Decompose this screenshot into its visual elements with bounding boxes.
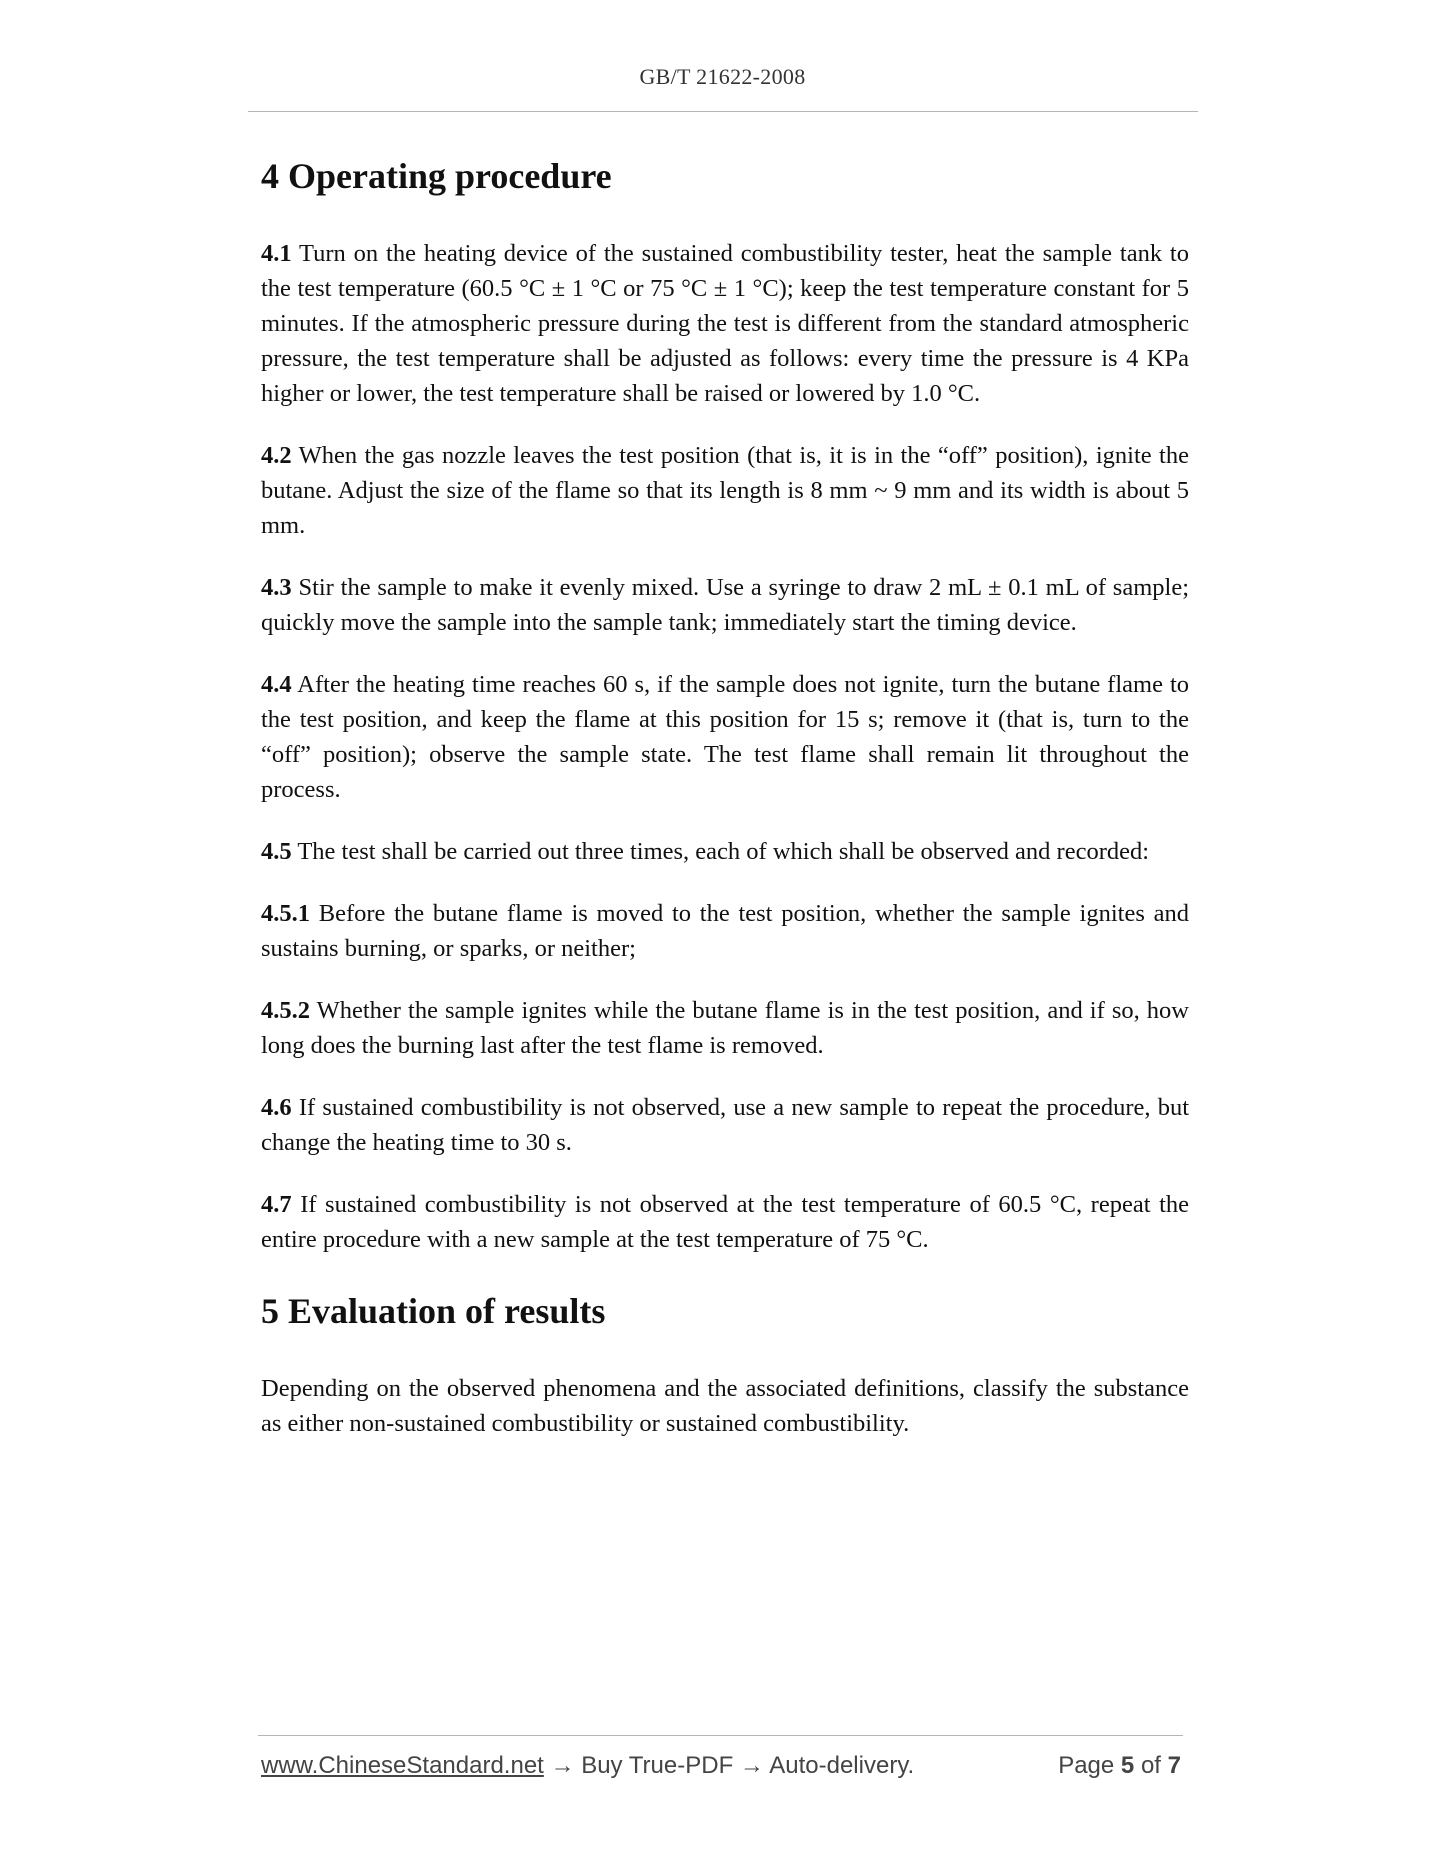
clause-4-5 — [261, 834, 1189, 869]
clause-text: The test shall be carried out three times, each of which shall be observed and recorded: — [297, 838, 1150, 865]
clause-text: After the heating time reaches 60 s, if the sample does not ignite, turn the butane flame to the test position, and keep the flame at this position for 15 s; remove it (that is, turn to the “off” position); observe the sample state. The test flame shall remain lit throughout the process. — [261, 671, 1190, 803]
clause-number: 4.4 — [261, 671, 292, 698]
page-number — [1058, 1752, 1181, 1780]
clause-text: Whether the sample ignites while the butane flame is in the test position, and if so, how long does the burning last after the test flame is removed. — [261, 997, 1189, 1059]
clause-4-5-1 — [261, 896, 1189, 966]
clause-number: 4.2 — [261, 442, 292, 469]
clause-number: 4.5.2 — [261, 997, 310, 1024]
header-divider — [248, 111, 1198, 112]
clause-number: 4.7 — [261, 1191, 292, 1218]
evaluation-paragraph: Depending on the observed phenomena and the associated definitions, classify the substance as either non-sustained combustibility or sustained combustibility. — [261, 1375, 1189, 1437]
clause-4-1 — [261, 236, 1189, 411]
clause-number: 4.5 — [261, 838, 292, 865]
clause-4-7 — [261, 1187, 1189, 1257]
clause-text: If sustained combustibility is not observed at the test temperature of 60.5 °C, repeat the entire procedure with a new sample at the test temperature of 75 °C. — [261, 1191, 1189, 1253]
clause-4-5-2 — [261, 993, 1189, 1063]
current-page: 5 — [1120, 1752, 1135, 1779]
clause-text: Before the butane flame is moved to the test position, whether the sample ignites and sustains burning, or sparks, or neither; — [261, 900, 1190, 962]
clause-number: 4.5.1 — [261, 900, 310, 927]
arrow-right-icon: → — [550, 1752, 575, 1779]
section-heading-5: 5 Evaluation of results — [261, 1291, 606, 1331]
clause-number: 4.3 — [261, 574, 292, 601]
clause-text: If sustained combustibility is not observed, use a new sample to repeat the procedure, but change the heating time to 30 s. — [261, 1094, 1190, 1156]
arrow-right-icon: → — [739, 1752, 764, 1779]
clause-text: When the gas nozzle leaves the test position (that is, it is in the “off” position), ignite the butane. Adjust the size of the flame so that its length is 8 mm ~ 9 mm and its width is about 5 mm. — [261, 442, 1189, 539]
document-code: GB/T 21622-2008 — [639, 64, 806, 89]
footer-promo — [261, 1752, 914, 1780]
clause-text: Turn on the heating device of the sustained combustibility tester, heat the sample tank to the test temperature (60.5 °C ± 1 °C or 75 °C ± 1 °C); keep the test temperature constant for 5 minutes. If the atmospheric pressure during the test is different from the standard atmospheric pressure, the test temperature shall be adjusted as follows: every time the pressure is 4 KPa higher or lower, the test temperature shall be raised or lowered by 1.0 °C. — [261, 240, 1189, 407]
section-heading-4: 4 Operating procedure — [261, 156, 612, 196]
clause-number: 4.6 — [261, 1094, 292, 1121]
buy-true-pdf-text: Buy True-PDF — [581, 1752, 734, 1779]
page-label: Page — [1058, 1752, 1115, 1779]
clause-text: Stir the sample to make it evenly mixed. Use a syringe to draw 2 mL ± 0.1 mL of sample; quickly move the sample into the sample tank; immediately start the timing device. — [261, 574, 1190, 636]
total-pages: 7 — [1167, 1752, 1181, 1779]
footer-divider — [258, 1735, 1183, 1736]
clause-4-4 — [261, 667, 1189, 807]
page-footer — [261, 1752, 1181, 1786]
page-content — [261, 150, 1189, 1468]
clause-4-3 — [261, 570, 1189, 640]
of-label: of — [1140, 1752, 1161, 1779]
clause-4-2 — [261, 438, 1189, 543]
clause-4-6 — [261, 1090, 1189, 1160]
auto-delivery-text: Auto-delivery. — [769, 1752, 915, 1779]
chinese-standard-link[interactable]: www.ChineseStandard.net — [261, 1752, 544, 1779]
clause-number: 4.1 — [261, 240, 292, 267]
